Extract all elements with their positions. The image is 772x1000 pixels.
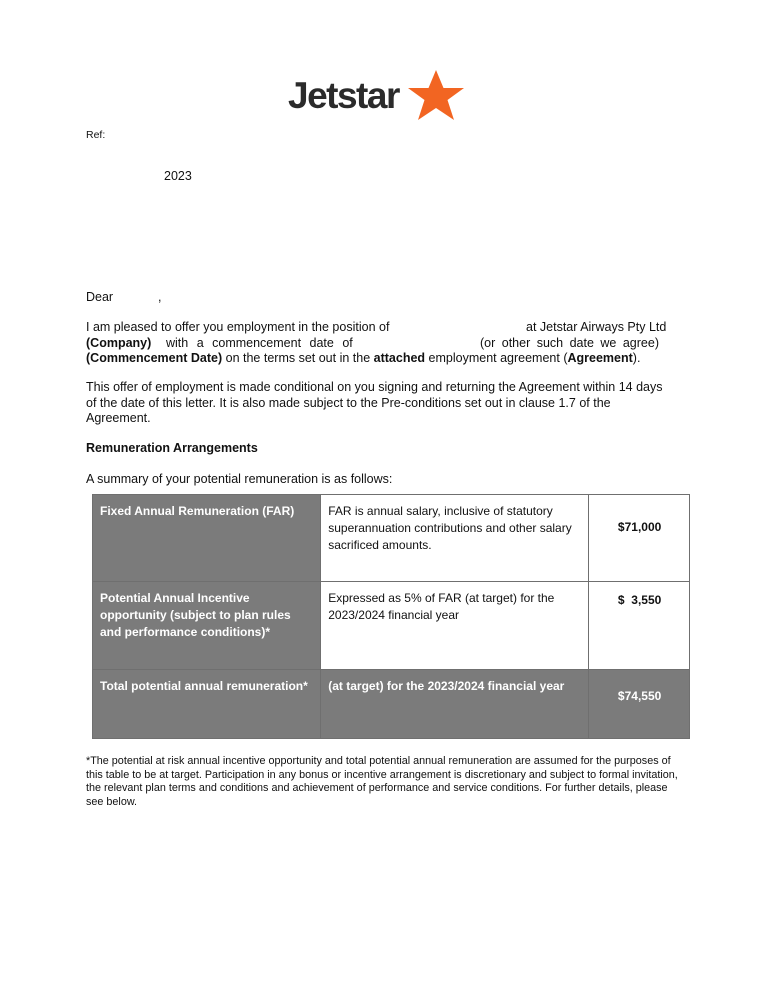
row-label: Fixed Annual Remuneration (FAR) [93,495,321,582]
table-row [93,582,690,670]
company-term: (Company) [86,336,152,350]
letter-date: 2023 [164,169,192,183]
salutation: Dear [86,290,114,304]
offer-line-1-start: I am pleased to offer you employment in the position of [86,320,390,334]
row-amount: $ 3,550 [589,582,690,670]
row-label: Total potential annual remuneration* [93,670,321,739]
row-label: Potential Annual Incentive opportunity (subject to plan rules and performance conditions)* [93,582,321,670]
row-description: FAR is annual salary, inclusive of statutory superannuation contributions and other salary sacrificed amounts. [321,495,589,582]
remuneration-table [92,494,690,739]
jetstar-logo [288,66,470,122]
star-icon [404,68,468,122]
commencement-date-term: (Commencement Date) [86,351,223,365]
row-amount: $74,550 [589,670,690,739]
terms-text: on the terms set out in the [225,351,371,365]
agreement-term: Agreement [567,351,633,365]
commencement-text: with a commencement date of [166,336,353,350]
attached-term: attached [373,351,426,365]
condition-paragraph: This offer of employment is made conditional on you signing and returning the Agreement within 14 days of the date of this letter. It is also made subject to the Pre-conditions set out in clause 1.7 of the Agreement. [86,380,663,425]
table-row-total [93,670,690,739]
row-description: (at target) for the 2023/2024 financial year [321,670,589,739]
offer-line-1-end: at Jetstar Airways Pty Ltd [526,320,667,334]
row-amount: $71,000 [589,495,690,582]
footnote: *The potential at risk annual incentive opportunity and total potential annual remuneration are assumed for the purposes of this table to be at target. Participation in any bonus or incentive arrangement is discretionary and subject to formal invitation, the relevant plan terms and conditions and achievement of performance and service conditions. For further details, please see below. [86,755,678,808]
salutation-comma: , [158,290,162,304]
section-heading: Remuneration Arrangements [86,441,258,455]
agreement-close: ). [632,351,641,365]
ref-label: Ref: [86,129,106,141]
agreement-text: employment agreement ( [428,351,568,365]
offer-line-3 [86,351,640,365]
summary-intro: A summary of your potential remuneration is as follows: [86,472,393,486]
logo-wordmark: Jetstar [288,75,399,116]
table-row [93,495,690,582]
row-description: Expressed as 5% of FAR (at target) for the 2023/2024 financial year [321,582,589,670]
other-date-text: (or other such date we agree) [480,336,659,350]
